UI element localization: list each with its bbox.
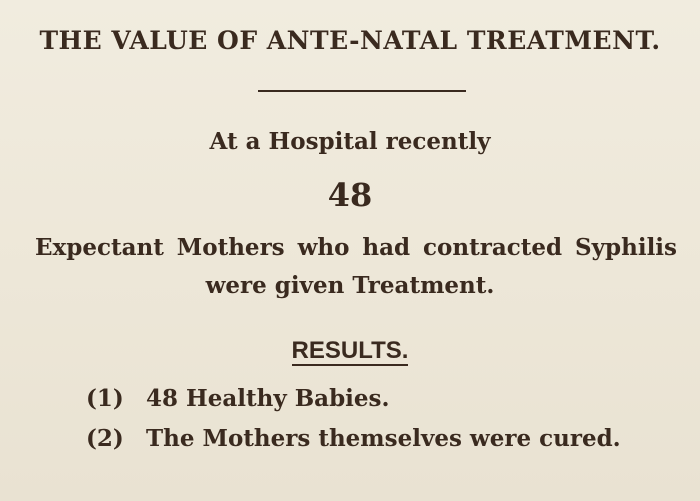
result-item-text: 48 Healthy Babies.: [146, 385, 390, 412]
description-line: Expectant Mothers who had contracted Syphilis: [35, 234, 677, 261]
result-item: [86, 425, 621, 452]
result-item: [86, 385, 390, 412]
result-item-number: (1): [86, 385, 124, 412]
intro-line: At a Hospital recently: [209, 128, 491, 155]
title-divider: [258, 90, 466, 92]
treatment-line: were given Treatment.: [205, 272, 495, 299]
patient-count: 48: [327, 176, 373, 214]
results-heading-block: [0, 337, 700, 366]
result-item-number: (2): [86, 425, 124, 452]
result-item-text: The Mothers themselves were cured.: [146, 425, 621, 452]
notice-title: THE VALUE OF ANTE-NATAL TREATMENT.: [39, 26, 661, 55]
results-heading: RESULTS.: [292, 338, 409, 366]
